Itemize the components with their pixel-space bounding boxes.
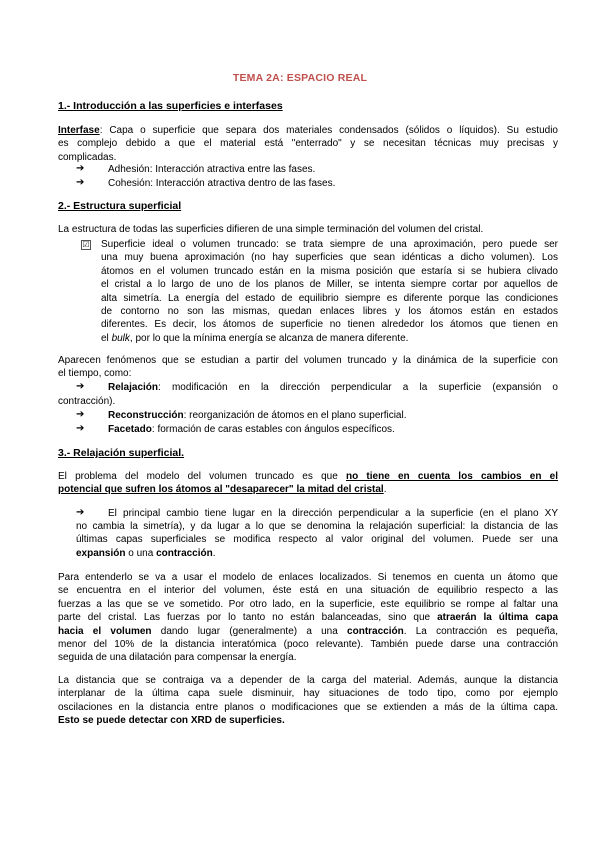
arrow-icon: ➔ <box>76 177 85 188</box>
problem-paragraph: El problema del modelo del volumen truncado es que no tiene en cuenta los cambios en el potencial que sufren los átomos al "desaparecer" la mitad del cristal. <box>58 471 558 496</box>
arrow-icon: ➔ <box>76 507 85 518</box>
relaxation-bullet-cont: no cambia la simetría), y da lugar a lo que se denomina la relajación superficial: la distancia de las últimas capas superficiales se modifica respecto al valor original del volumen. Puede ser una expansión o una contracción. <box>76 521 558 559</box>
bullet-cohesion: Cohesión: Interacción atractiva dentro de las fases. <box>108 178 336 189</box>
bullet-adhesion: Adhesión: Interacción atractiva entre las fases. <box>108 164 316 175</box>
bonds-model-paragraph: Para entenderlo se va a usar el modelo de enlaces localizados. Si tenemos en cuenta un átomo que se encuentra en el interior del volumen, éste está en una situación de equilibrio respecto a las fuerzas a las que se ve sometido. Por otro lado, en la superficie, este equilibrio se rompe al faltar una parte del cristal. Las fuerzas por lo tanto no están balanceadas, sino que atraerán la última capa hacia el volumen dando lugar (generalmente) a una contracción. La contracción es pequeña, menor del 10% de la distancia interatómica (poco relevante). También puede darse una contracción seguida de una dilatación para compensar la energía. <box>58 572 558 664</box>
relaxation-bullet: El principal cambio tiene lugar en la dirección perpendicular a la superficie (en el plano XY <box>108 508 558 519</box>
interfase-definition: Interfase: Capa o superficie que separa dos materiales condensados (sólidos o líquidos). Su estudio es complejo debido a que el material está "enterrado" y se necesitan técnicas muy precisas y complicadas. <box>58 125 558 163</box>
bullet-relajacion: Relajación: modificación en la dirección perpendicular a la superficie (expansión o <box>108 382 558 393</box>
section-3-heading: 3.- Relajación superficial. <box>58 447 185 459</box>
bullet-relajacion-cont: contracción). <box>58 396 116 407</box>
checkbox-icon: ☑ <box>82 240 90 249</box>
phenomena-paragraph: Aparecen fenómenos que se estudian a partir del volumen truncado y la dinámica de la superficie con el tiempo, como: <box>58 355 558 380</box>
document-title: TEMA 2A: ESPACIO REAL <box>232 72 368 84</box>
bullet-facetado: Facetado: formación de caras estables con ángulos específicos. <box>108 424 395 435</box>
ideal-surface-paragraph: Superficie ideal o volumen truncado: se trata siempre de una aproximación, pero puede ser una muy buena aproximación (no hay superficies que sean idénticas a dicho volumen). Los átomos en el volumen truncado están en la misma posición que estaría si se hubiera clivado el cristal a lo largo de uno de los planos de Miller, se intenta siempre cortar por aquellos de alta simetría. La energía del estado de equilibrio siempre es diferente porque las condiciones de contorno no son las mismas, quedan enlaces libres y los átomos están en estados diferentes. Es decir, los átomos de superficie no tienen alrededor los átomos que tienen en el bulk, por lo que la mínima energía se alcanza de manera diferente. <box>101 239 558 344</box>
structure-intro: La estructura de todas las superficies difieren de una simple terminación del volumen del cristal. <box>58 224 484 235</box>
interfase-term: Interfase <box>58 125 100 136</box>
arrow-icon: ➔ <box>76 409 85 420</box>
arrow-icon: ➔ <box>76 423 85 434</box>
section-1-heading: 1.- Introducción a las superficies e interfases <box>58 100 283 112</box>
distance-paragraph: La distancia que se contraiga va a depender de la carga del material. Además, aunque la distancia interplanar de la última capa suele disminuir, hay situaciones de todo tipo, como por ejemplo oscilaciones en la distancia entre planos o modificaciones que se extienden a más de la última capa. Esto se puede detectar con XRD de superficies. <box>58 675 558 727</box>
bullet-reconstruccion: Reconstrucción: reorganización de átomos en el plano superficial. <box>108 410 407 421</box>
section-2-heading: 2.- Estructura superficial <box>58 200 182 212</box>
arrow-icon: ➔ <box>76 381 85 392</box>
arrow-icon: ➔ <box>76 163 85 174</box>
